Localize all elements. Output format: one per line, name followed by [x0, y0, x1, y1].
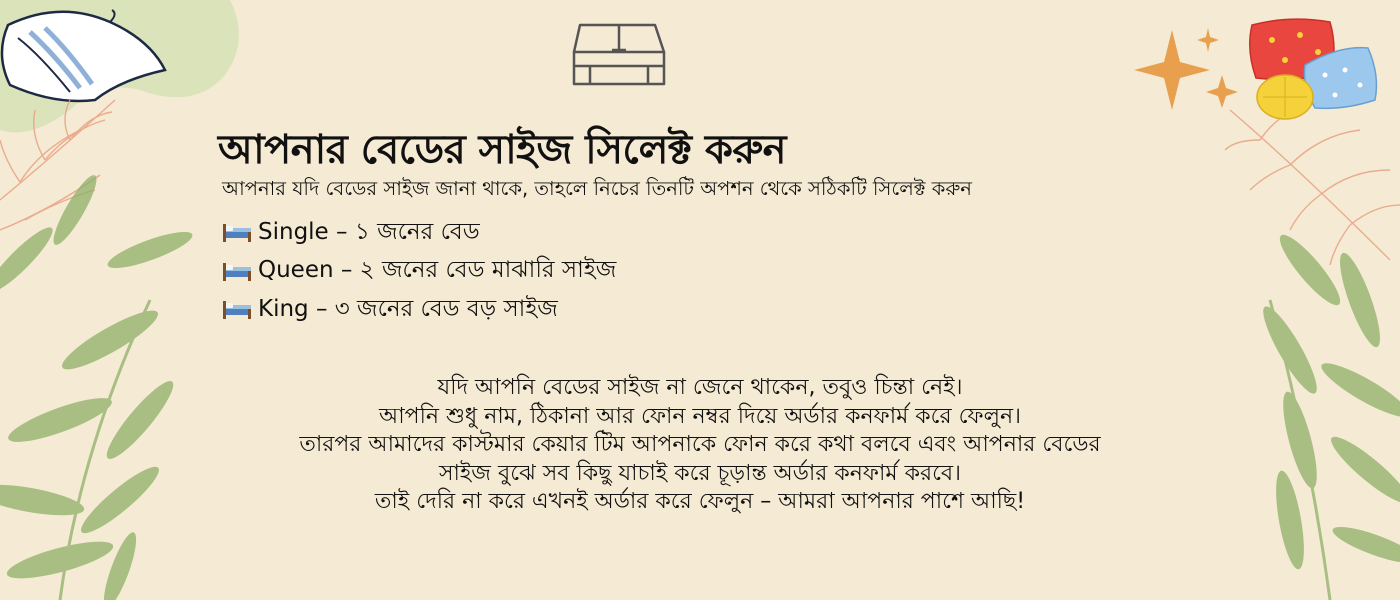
info-line: যদি আপনি বেডের সাইজ না জেনে থাকেন, তবুও চিন্তা নেই। — [437, 375, 963, 400]
decorative-pillows — [1250, 19, 1377, 119]
bed-icon — [222, 297, 252, 321]
page-title: আপনার বেডের সাইজ সিলেক্ট করুন — [218, 127, 787, 173]
info-line: তারপর আমাদের কাস্টমার কেয়ার টিম আপনাকে ফোন করে কথা বলবে এবং আপনার বেডের — [299, 432, 1101, 457]
info-line: আপনি শুধু নাম, ঠিকানা আর ফোন নম্বর দিয়ে অর্ডার কনফার্ম করে ফেলুন। — [378, 403, 1022, 429]
option-label: Queen – ২ জনের বেড মাঝারি সাইজ — [258, 257, 617, 284]
option-label: Single – ১ জনের বেড — [258, 218, 480, 245]
option-single — [222, 213, 616, 252]
option-label: King – ৩ জনের বেড বড় সাইজ — [258, 295, 558, 322]
bed-icon — [222, 259, 252, 283]
bed-outline-icon — [574, 25, 664, 84]
page-subtitle: আপনার যদি বেডের সাইজ জানা থাকে, তাহলে নিচের তিনটি অপশন থেকে সঠিকটি সিলেক্ট করুন — [222, 177, 972, 200]
bed-icon — [222, 220, 252, 244]
info-line: তাই দেরি না করে এখনই অর্ডার করে ফেলুন – আমরা আপনার পাশে আছি! — [374, 489, 1026, 514]
option-queen — [222, 252, 616, 291]
option-king — [222, 290, 616, 329]
coral-fern-right — [1225, 100, 1400, 265]
info-line: সাইজ বুঝে সব কিছু যাচাই করে চূড়ান্ত অর্ডার কনফার্ম করবে। — [438, 460, 962, 486]
sparkle-icons — [1134, 28, 1238, 110]
green-leaves-right — [1255, 228, 1400, 600]
info-paragraph — [150, 374, 1250, 517]
bed-size-options — [222, 213, 616, 329]
